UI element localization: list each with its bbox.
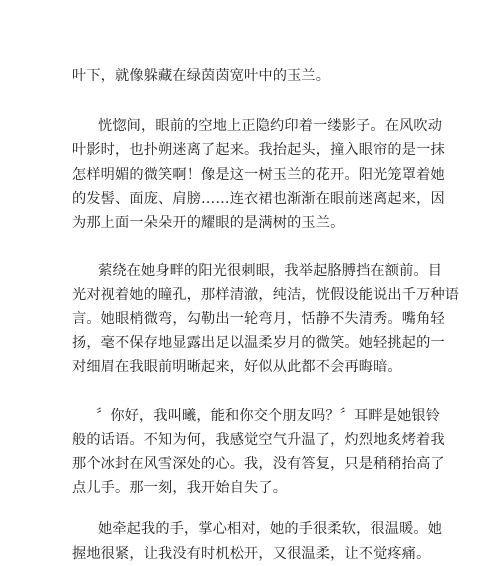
- paragraph-4-line-2: 般的话语。不知为何，我感觉空气升温了，灼烈地炙烤着我: [72, 432, 445, 448]
- paragraph-2-line-4: 的发髻、面庞、肩膀……连衣裙也渐渐在眼前迷离起来，因: [72, 191, 445, 207]
- paragraph-4-line-3: 那个冰封在风雪深处的心。我，没有答复，只是稍稍抬高了: [72, 456, 445, 472]
- paragraph-2-line-1: 恍惚间，眼前的空地上正隐约印着一缕影子。在风吹动: [98, 118, 443, 134]
- paragraph-4-line-4: 点儿手。那一刻，我开始自失了。: [72, 480, 288, 496]
- paragraph-3-line-3: 言。她眼梢微弯，勾勒出一轮弯月，恬静不失清秀。嘴角轻: [72, 311, 445, 327]
- paragraph-3-line-1: 萦绕在她身畔的阳光很刺眼，我举起胳膊挡在额前。目: [98, 263, 443, 279]
- paragraph-5-line-1: 她牵起我的手，掌心相对，她的手很柔软，很温暖。她: [98, 521, 443, 537]
- paragraph-3-line-2: 光对视着她的瞳孔，那样清澈，纯洁，恍假设能说出千万种语: [72, 287, 460, 303]
- paragraph-3-line-5: 对细眉在我眼前明晰起来，好似从此都不会再晦暗。: [72, 359, 402, 375]
- paragraph-2-line-3: 怎样明媚的微笑啊！像是这一树玉兰的花开。阳光笼罩着她: [72, 167, 445, 183]
- paragraph-2-line-5: 为那上面一朵朵开的耀眼的是满树的玉兰。: [72, 215, 345, 231]
- paragraph-4-line-1: 〞你好，我叫曦，能和你交个朋友吗？〞耳畔是她银铃: [96, 408, 441, 424]
- paragraph-3-line-4: 扬，毫不保存地显露出足以温柔岁月的微笑。她轻挑起的一: [72, 335, 445, 351]
- paragraph-2-line-2: 叶影时，也扑朔迷离了起来。我抬起头，撞入眼帘的是一抹: [72, 142, 445, 158]
- paragraph-5-line-2: 握地很紧，让我没有时机松开，又很温柔，让不觉疼痛。: [72, 546, 431, 562]
- paragraph-1-line-1: 叶下，就像躲藏在绿茵茵宽叶中的玉兰。: [72, 68, 331, 84]
